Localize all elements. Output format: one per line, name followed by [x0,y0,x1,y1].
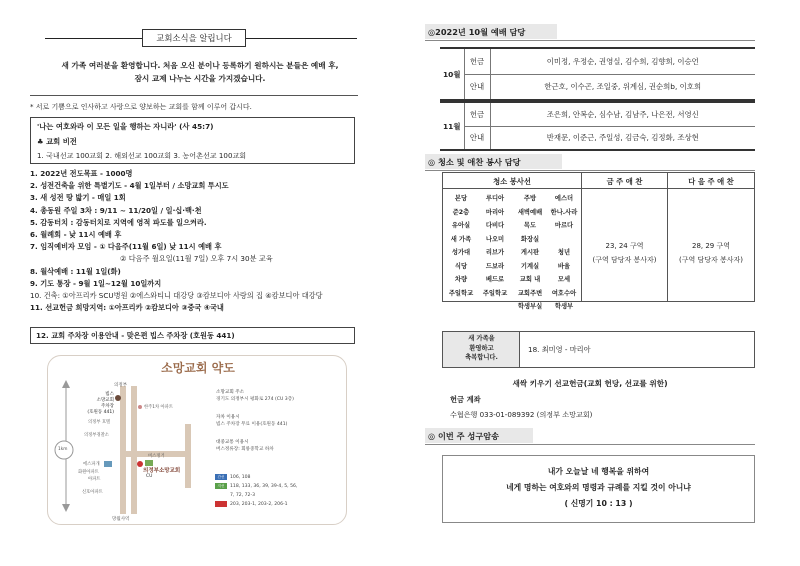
bus-tags [215,473,227,500]
cu-label: CU [146,474,153,479]
account-number: 수협은행 033-01-089392 (의정부 소망교회) [450,410,593,419]
car: 빕스 주차장 무료 이용(호원동 441) [216,421,288,427]
bus-tag: 광역 [217,493,225,497]
bus-stop-marker [104,461,112,467]
oct-table [440,47,755,101]
oct-usher: 한근호, 이수곤, 조일중, 위계심, 권순희b, 이호희 [490,74,755,100]
clean-cell [545,233,583,247]
clean-cell: 식당 [454,262,468,270]
clean-cell: 주일학교 [448,289,474,297]
mission-title: 새싹 키우기 선교헌금(교회 헌당, 선교를 위한) [512,379,668,388]
nov-offering: 조은희, 안복순, 심수남, 김남주, 나은전, 서영신 [490,102,755,126]
map-drawing [48,356,348,526]
bus-lines [230,473,297,509]
clean-cell: 차량 [454,276,468,283]
worship-title: ◎2022년 10월 예배 담당 [428,27,526,37]
vips-label-line: 소망교회 [96,398,114,403]
bus-line: 106, 108 [230,475,251,480]
nov-role-offering: 헌금 [464,102,490,126]
clean-col-3 [512,192,548,314]
vips-label-line: 빕스 [105,392,114,397]
clean-cell: 학생부실 [517,303,543,310]
clean-cell: 마르다 [554,222,574,229]
clean-cell: 주일학교 [482,289,508,297]
verse-line-2: 네게 명하는 여호와의 명령과 규례를 지킬 것이 아니냐 [506,483,691,492]
hanjun-marker [138,405,142,409]
next-week-line-1: 28, 29 구역 [691,242,730,250]
clean-cell: 교회 내 [519,276,541,283]
list-item: 4. 총동원 주일 3차 : 9/11 ~ 11/20일 / 일·십·백·천 [30,205,202,215]
main-road [120,386,126,514]
bus-line: 118, 133, 36, 39, 39-4, 5, 56, [230,484,298,489]
verse-line-3: ( 신명기 10 : 13 ) [564,499,633,508]
clean-cell: 학생부 [554,303,574,310]
clean-cell: 새벽예배 [517,208,543,216]
hanjun-label: 한주1차 아파트 [144,405,174,410]
clean-cell: 게시판 [520,249,540,256]
verse-line-1: 내가 오늘날 네 행복을 위하여 [547,467,650,476]
clean-col-1 [443,192,479,300]
vision-items: 1. 국내선교 100교회 2. 해외선교 100교회 3. 농어촌선교 100교회 [37,151,247,160]
oct-role-offering: 헌금 [464,48,490,74]
list-item: 10. 건축: ①아프리카 SCU병원 ②에스와티니 대강당 ③캄보디아 사랑의 집 ④캄보디아 대강당 [30,291,323,301]
hwawon-label: 화원아파트 [78,470,99,475]
church-map [47,355,347,525]
map-title: 소망교회 약도 [161,361,235,375]
next-week-line-2: (구역 담당자 봉사자) [678,256,743,264]
oct-role-usher: 안내 [464,74,490,100]
vision-title: ♣ 교회 비전 [37,137,77,146]
map-road-top: 의정부 [114,383,128,388]
spacer [216,403,294,415]
clean-cell: 본당 [454,195,468,202]
map-road-bottom: 망월사역 [112,517,130,522]
col-divider [667,173,668,301]
list-item: ② 다음주 월요일(11월 7일) 오후 7시 30분 교육 [120,254,273,264]
church-label: 의정부소망교회 [143,468,181,474]
oct-offering: 이미정, 우정순, 권영실, 김수희, 김향희, 이승언 [490,48,755,74]
newcomer-label-line: 축복합니다. [465,354,498,361]
clean-head-3: 다 음 주 애 찬 [688,177,734,186]
bus-line: 203, 203-1, 203-2, 206-1 [230,502,288,507]
list-item: 1. 2022년 전도목표 - 1000명 [30,169,133,178]
vips-label [74,392,114,416]
addr: 경기도 의정부시 평화로 274 (CU 3층) [216,396,294,402]
clean-cell: 다비다 [485,222,505,229]
esdam-label: 에스파개 [83,462,100,467]
clean-cell: 교회주변 [517,289,543,297]
list-item: 3. 새 성전 땅 밟기 - 매일 1회 [30,193,126,203]
distance-text: 1km [58,447,68,452]
bus-tag: 간선 [217,475,225,479]
hwawon2-label: 아파트 [88,477,101,482]
police-label: 의정부경찰소 [84,433,109,438]
clean-cell: 리브가 [485,249,505,256]
clean-cell: 청년 [557,249,571,256]
bus-tag-express [215,501,227,507]
clean-col-2 [477,192,513,300]
newcomer-label-line: 환영하고 [469,344,494,352]
account-label: 헌금 계좌 [450,395,481,404]
greeting-note: * 서로 기쁨으로 인사하고 사랑으로 양보하는 교회를 함께 이루어 갑시다. [30,103,252,111]
spacer [216,428,294,440]
clean-cell: 나오미 [485,235,505,243]
welcome-line-2: 잠시 교제 나누는 시간을 가지겠습니다. [134,74,266,83]
list-item: 9. 기도 통장 - 9월 1일~12월 10일까지 [30,278,162,288]
oct-label: 10월 [440,48,464,100]
welcome-divider [30,95,358,96]
clean-cell: 주방 [523,195,537,202]
nov-label: 11월 [440,102,464,150]
vision-verse: '나는 여호와라 이 모든 일을 행하는 자니라' (사 45:7) [37,122,214,131]
news-title: 교회소식을 알립니다 [156,33,232,43]
clean-cell: 여호수아 [551,289,577,297]
nov-role-usher: 안내 [464,126,490,150]
list-item: 5. 감동터치 : 감동터치로 지역에 영적 파도를 일으켜라. [30,217,207,227]
clean-col-4 [545,192,583,314]
list-item: 7. 임직예비자 모임 - ① 다음주(11월 6일) 낮 11시 예배 후 [30,242,222,252]
newcomer-label [443,334,520,363]
car-title: 자차 이용시 [216,415,240,421]
list-item: 6. 월례회 - 낮 11시 예배 후 [30,230,122,240]
announcement-list [30,168,323,314]
worship-rule [425,40,755,41]
clean-head-2: 금 주 애 찬 [606,177,643,186]
clean-cell: 준2층 [452,208,470,216]
clean-cell: 한나.사라 [550,208,578,216]
clean-cell: 성가대 [451,249,471,256]
list-item: 8. 월삭예배 : 11월 1일(화) [30,266,121,276]
map-info [216,390,294,454]
clean-cell: 바울 [557,262,571,270]
clean-cell: 목도 [523,222,537,229]
addr-title: 소망교회 주소 [216,390,245,395]
clean-cell: 에스더 [554,195,574,202]
arrow-head-up [62,380,70,388]
clean-rule [425,170,755,171]
clean-head-1: 청소 봉사선 [493,177,531,186]
clean-table [442,172,755,310]
nov-table [440,101,755,151]
bus-sub: 버스정류장: 회룡중학교 하차 [216,446,274,452]
clean-cell: 새 가족 [450,235,472,243]
vips-label-line: 주차장 [100,404,114,409]
vips-label-line: (호원동 441) [87,410,114,415]
clean-cell: 유아실 [451,222,471,229]
side-road [185,424,191,488]
list-item: 2. 성전건축을 위한 특별기도 - 4월 1일부터 / 소망교회 투시도 [30,181,229,191]
welcome-line-1: 새 가족 여러분을 환영합니다. 처음 오신 분이나 등록하기 원하시는 분들은 예배 후, [61,61,339,70]
bus-line: 7, 72, 72-3 [230,493,256,498]
parking-text: 12. 교회 주차장 이용안내 - 맞은편 빕스 주차장 (호원동 441) [36,331,235,340]
right-page [400,0,800,566]
nov-usher: 반재문, 이준근, 주일성, 김금숙, 김정화, 조상현 [490,126,755,150]
bus-tag: 지선 [217,484,225,488]
clean-cell: 베드로 [485,276,505,283]
this-week-line-2: (구역 담당자 봉사자) [592,256,657,264]
clean-cell: 드보라 [485,262,505,270]
hotel-label: 의정부 호텔 [88,420,111,425]
bus-stop-label: 버스정거 [148,454,165,459]
clean-cell: 기계실 [520,262,540,270]
list-item: 11. 선교헌금 희망지역: ①아프리카 ②캄보디아 ③중국 ④국내 [30,303,224,313]
clean-title: ◎ 청소 및 애찬 봉사 담당 [428,157,521,167]
this-week-line-1: 23, 24 구역 [605,242,644,250]
newcomer-name: 18. 최미영 - 마리아 [528,345,591,354]
verse-title: ◎ 이번 주 성구암송 [428,431,500,441]
clean-cell: 모세 [557,276,571,283]
bus-title: 대중교통 이용시 [216,440,249,446]
clean-cell: 루디아 [485,195,505,202]
verse-rule [425,444,755,445]
clean-cell: 마리아 [485,208,505,216]
arrow-head-down [62,504,70,512]
clean-cell: 화장실 [520,235,540,243]
sinho-label: 신호아파트 [82,490,103,495]
main-road-2 [131,386,137,514]
newcomer-label-line: 새 가족을 [468,335,495,342]
vips-marker [115,395,121,401]
